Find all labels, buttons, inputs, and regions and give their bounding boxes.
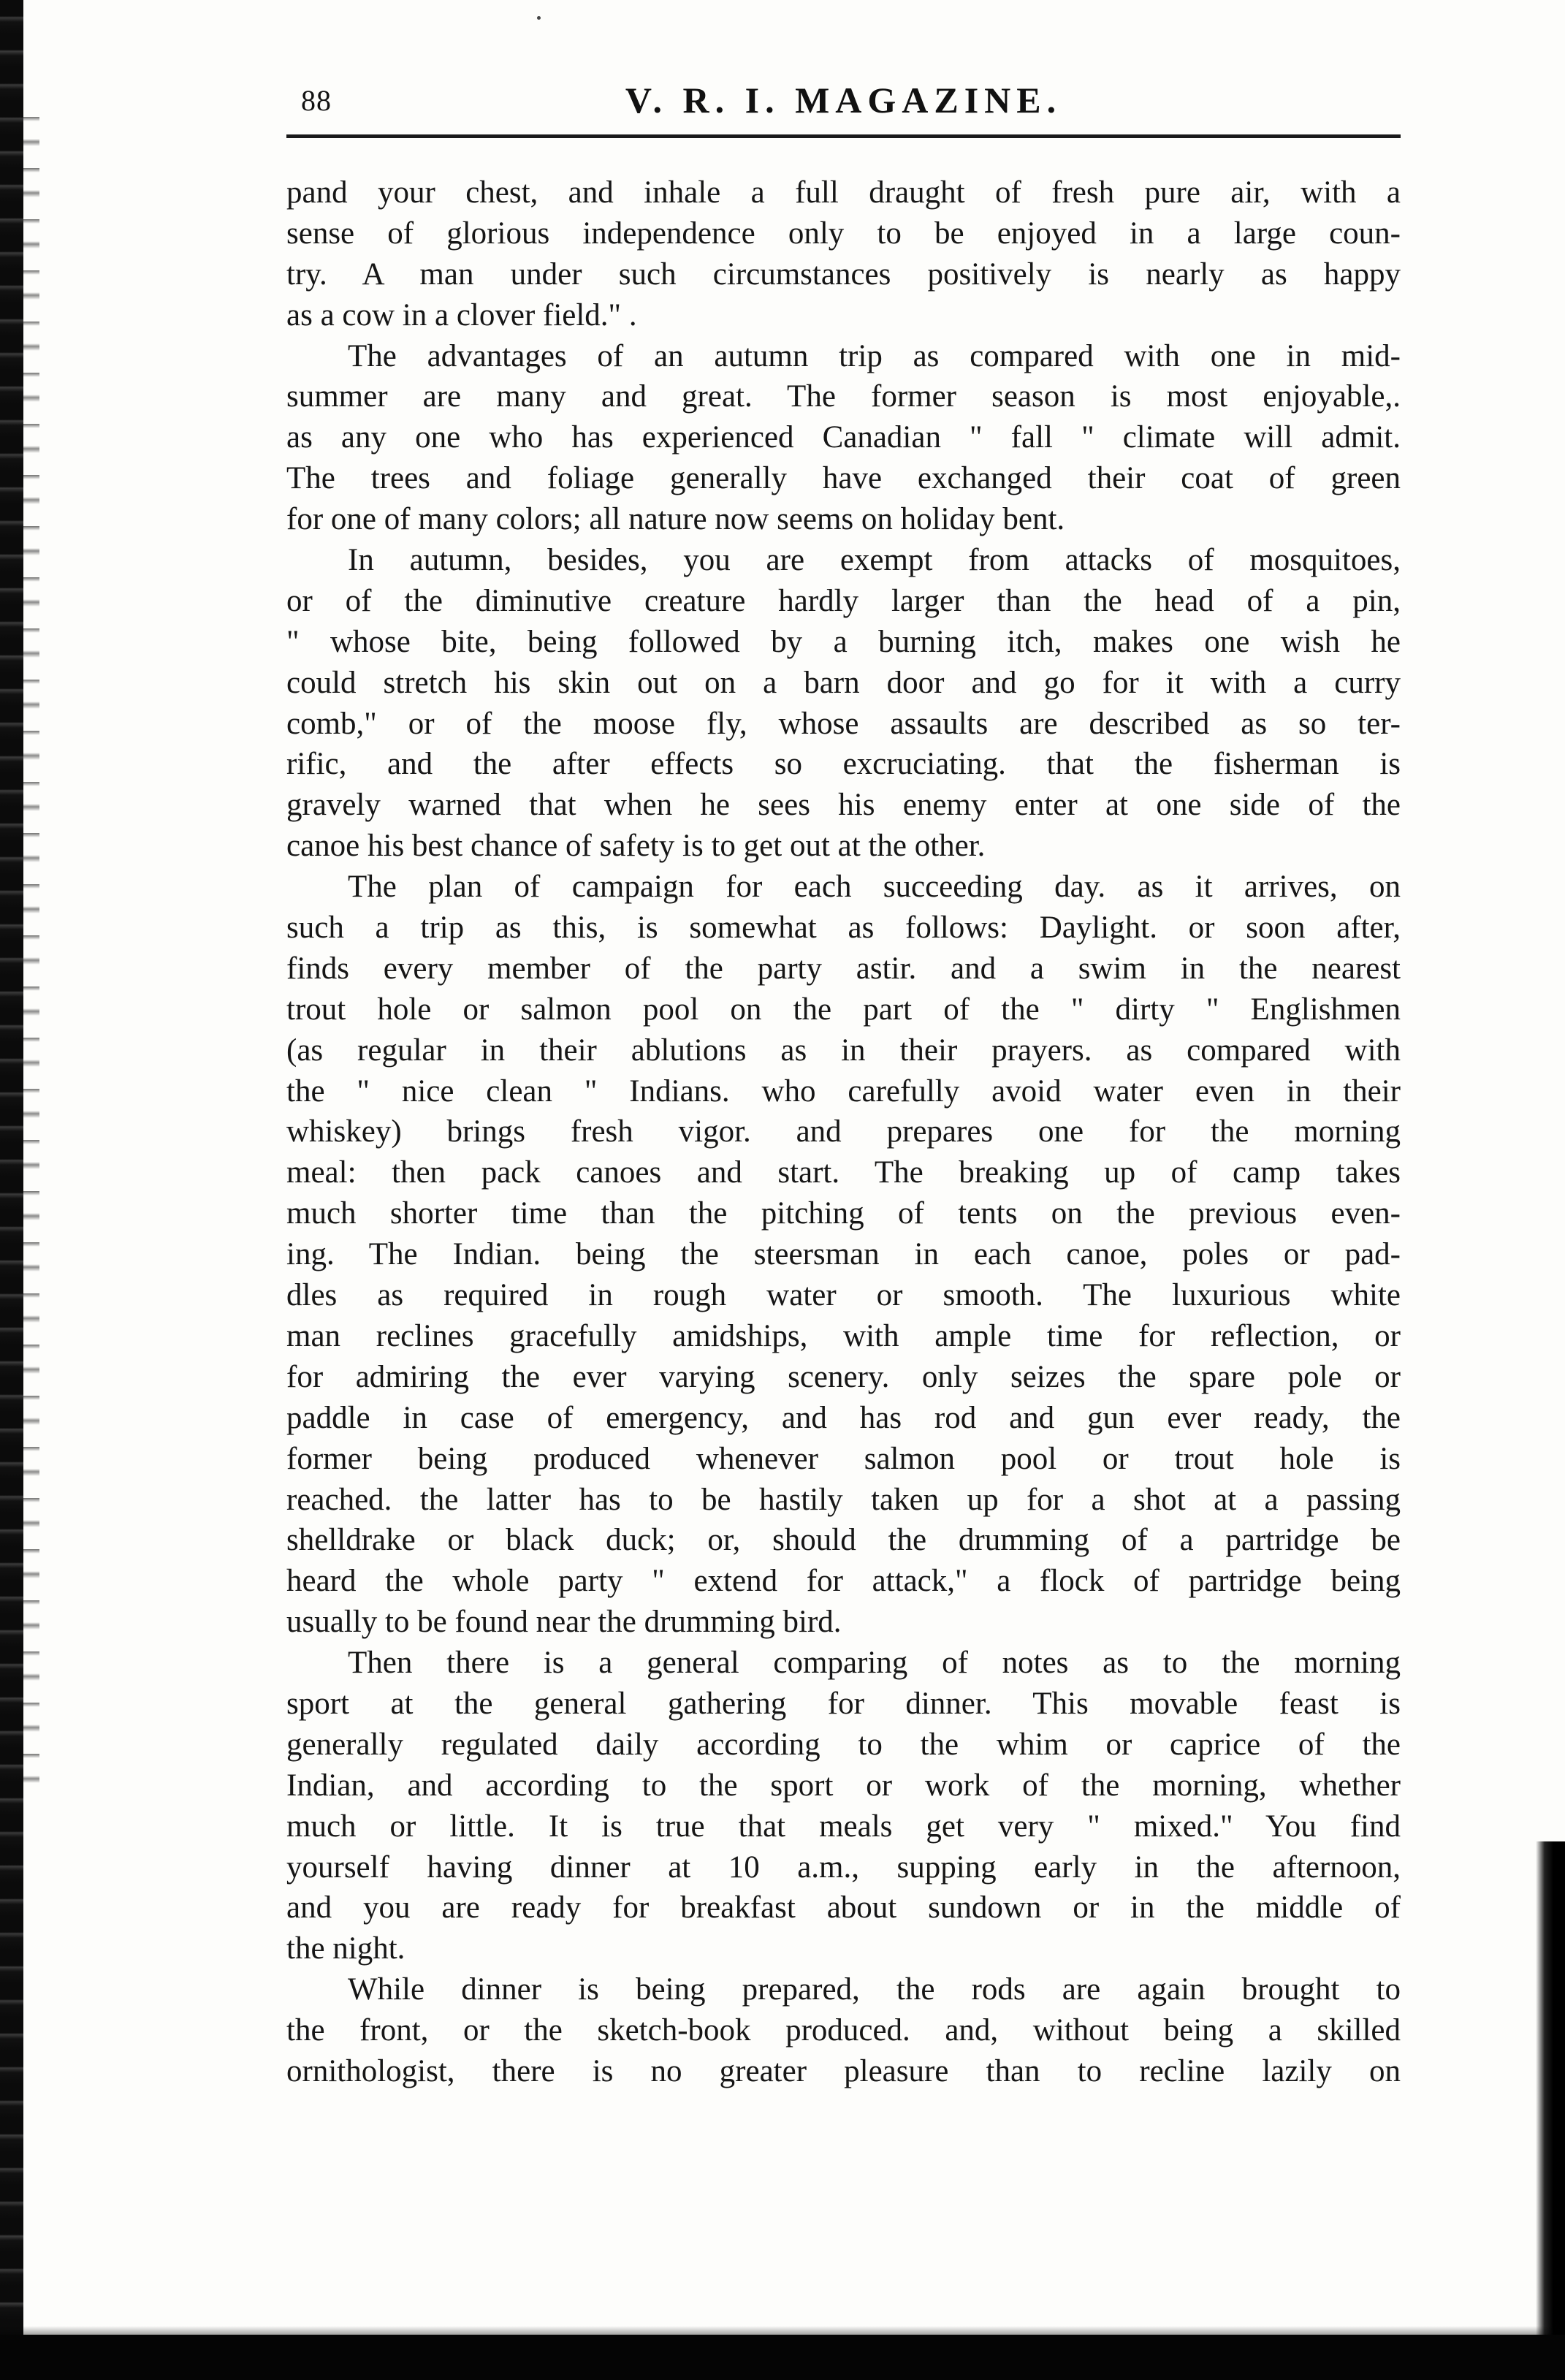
text-line: Then there is a general comparing of notes as to the morning	[348, 1646, 1401, 1681]
text-line: the night.	[286, 1931, 405, 1966]
body-text	[286, 172, 1401, 2092]
text-line: In autumn, besides, you are exempt from attacks of mosquitoes,	[348, 543, 1401, 578]
text-line: as a cow in a clover field." .	[286, 297, 637, 332]
text-line: shelldrake or black duck; or, should the drumming of a partridge be	[286, 1523, 1401, 1558]
text-line: much or little. It is true that meals get very " mixed." You find	[286, 1809, 1401, 1844]
text-line: While dinner is being prepared, the rods are again brought to	[348, 1972, 1401, 2007]
bottom-shadow	[0, 2326, 1565, 2335]
text-line: meal: then pack canoes and start. The breaking up of camp takes	[286, 1155, 1401, 1190]
text-line: The advantages of an autumn trip as compared with one in mid-	[348, 338, 1401, 373]
text-line: the " nice clean " Indians. who carefully avoid water even in their	[286, 1073, 1401, 1109]
text-line: for admiring the ever varying scenery. only seizes the spare pole or	[286, 1359, 1401, 1394]
text-line: ing. The Indian. being the steersman in each canoe, poles or pad-	[286, 1237, 1401, 1272]
text-line: sense of glorious independence only to be enjoyed in a large coun-	[286, 216, 1401, 251]
text-line: for one of many colors; all nature now seems on holiday bent.	[286, 502, 1065, 537]
text-line: ornithologist, there is no greater pleasure than to recline lazily on	[286, 2053, 1401, 2088]
text-line: (as regular in their ablutions as in their prayers. as compared with	[286, 1033, 1401, 1068]
text-line: comb," or of the moose fly, whose assaults are described as so ter-	[286, 706, 1401, 741]
text-line: whiskey) brings fresh vigor. and prepares one for the morning	[286, 1114, 1401, 1149]
text-line: could stretch his skin out on a barn door and go for it with a curry	[286, 665, 1401, 700]
text-line: reached. the latter has to be hastily taken up for a shot at a passing	[286, 1482, 1401, 1517]
text-line: try. A man under such circumstances positively is nearly as happy	[286, 256, 1401, 292]
text-line: Indian, and according to the sport or work of the morning, whether	[286, 1768, 1401, 1803]
text-line: finds every member of the party astir. and a swim in the nearest	[286, 951, 1401, 986]
binding-fray	[23, 117, 39, 1798]
text-line: summer are many and great. The former season is most enjoyable,.	[286, 379, 1401, 414]
text-line: the front, or the sketch-book produced. and, without being a skilled	[286, 2013, 1401, 2048]
stray-ink-mark	[537, 16, 541, 20]
text-line: trout hole or salmon pool on the part of the " dirty " Englishmen	[286, 992, 1401, 1027]
text-line: " whose bite, being followed by a burning itch, makes one wish he	[286, 624, 1401, 659]
text-line: usually to be found near the drumming bird.	[286, 1605, 842, 1640]
text-line: pand your chest, and inhale a full draught of fresh pure air, with a	[286, 175, 1401, 210]
text-line: gravely warned that when he sees his enemy enter at one side of the	[286, 788, 1401, 823]
text-line: man reclines gracefully amidships, with ample time for reflection, or	[286, 1318, 1401, 1353]
magazine-title: V. R. I. MAGAZINE.	[625, 80, 1062, 121]
text-line: sport at the general gathering for dinner. This movable feast is	[286, 1686, 1401, 1721]
text-line: former being produced whenever salmon pool or trout hole is	[286, 1441, 1401, 1476]
text-line: rific, and the after effects so excruciating. that the fisherman is	[286, 747, 1401, 782]
right-page-edge	[1536, 1841, 1565, 2380]
text-line: generally regulated daily according to the whim or caprice of the	[286, 1727, 1401, 1762]
text-line: dles as required in rough water or smooth. The luxurious white	[286, 1278, 1401, 1313]
bottom-scan-edge	[0, 2335, 1565, 2380]
text-line: yourself having dinner at 10 a.m., supping early in the afternoon,	[286, 1849, 1401, 1885]
text-line: The trees and foliage generally have exchanged their coat of green	[286, 461, 1401, 496]
text-line: canoe his best chance of safety is to get out at the other.	[286, 829, 986, 864]
text-line: much shorter time than the pitching of tents on the previous even-	[286, 1196, 1401, 1231]
text-line: and you are ready for breakfast about sundown or in the middle of	[286, 1890, 1401, 1925]
page-header	[286, 79, 1401, 137]
text-line: as any one who has experienced Canadian " fall " climate will admit.	[286, 420, 1401, 455]
text-line: paddle in case of emergency, and has rod and gun ever ready, the	[286, 1400, 1401, 1435]
text-line: heard the whole party " extend for attack," a flock of partridge being	[286, 1564, 1401, 1599]
binding-edge	[0, 0, 23, 2380]
text-line: or of the diminutive creature hardly larger than the head of a pin,	[286, 583, 1401, 618]
text-line: The plan of campaign for each succeeding day. as it arrives, on	[348, 870, 1401, 905]
header-rule	[286, 134, 1401, 138]
text-line: such a trip as this, is somewhat as follows: Daylight. or soon after,	[286, 910, 1401, 946]
page-number: 88	[301, 84, 332, 117]
